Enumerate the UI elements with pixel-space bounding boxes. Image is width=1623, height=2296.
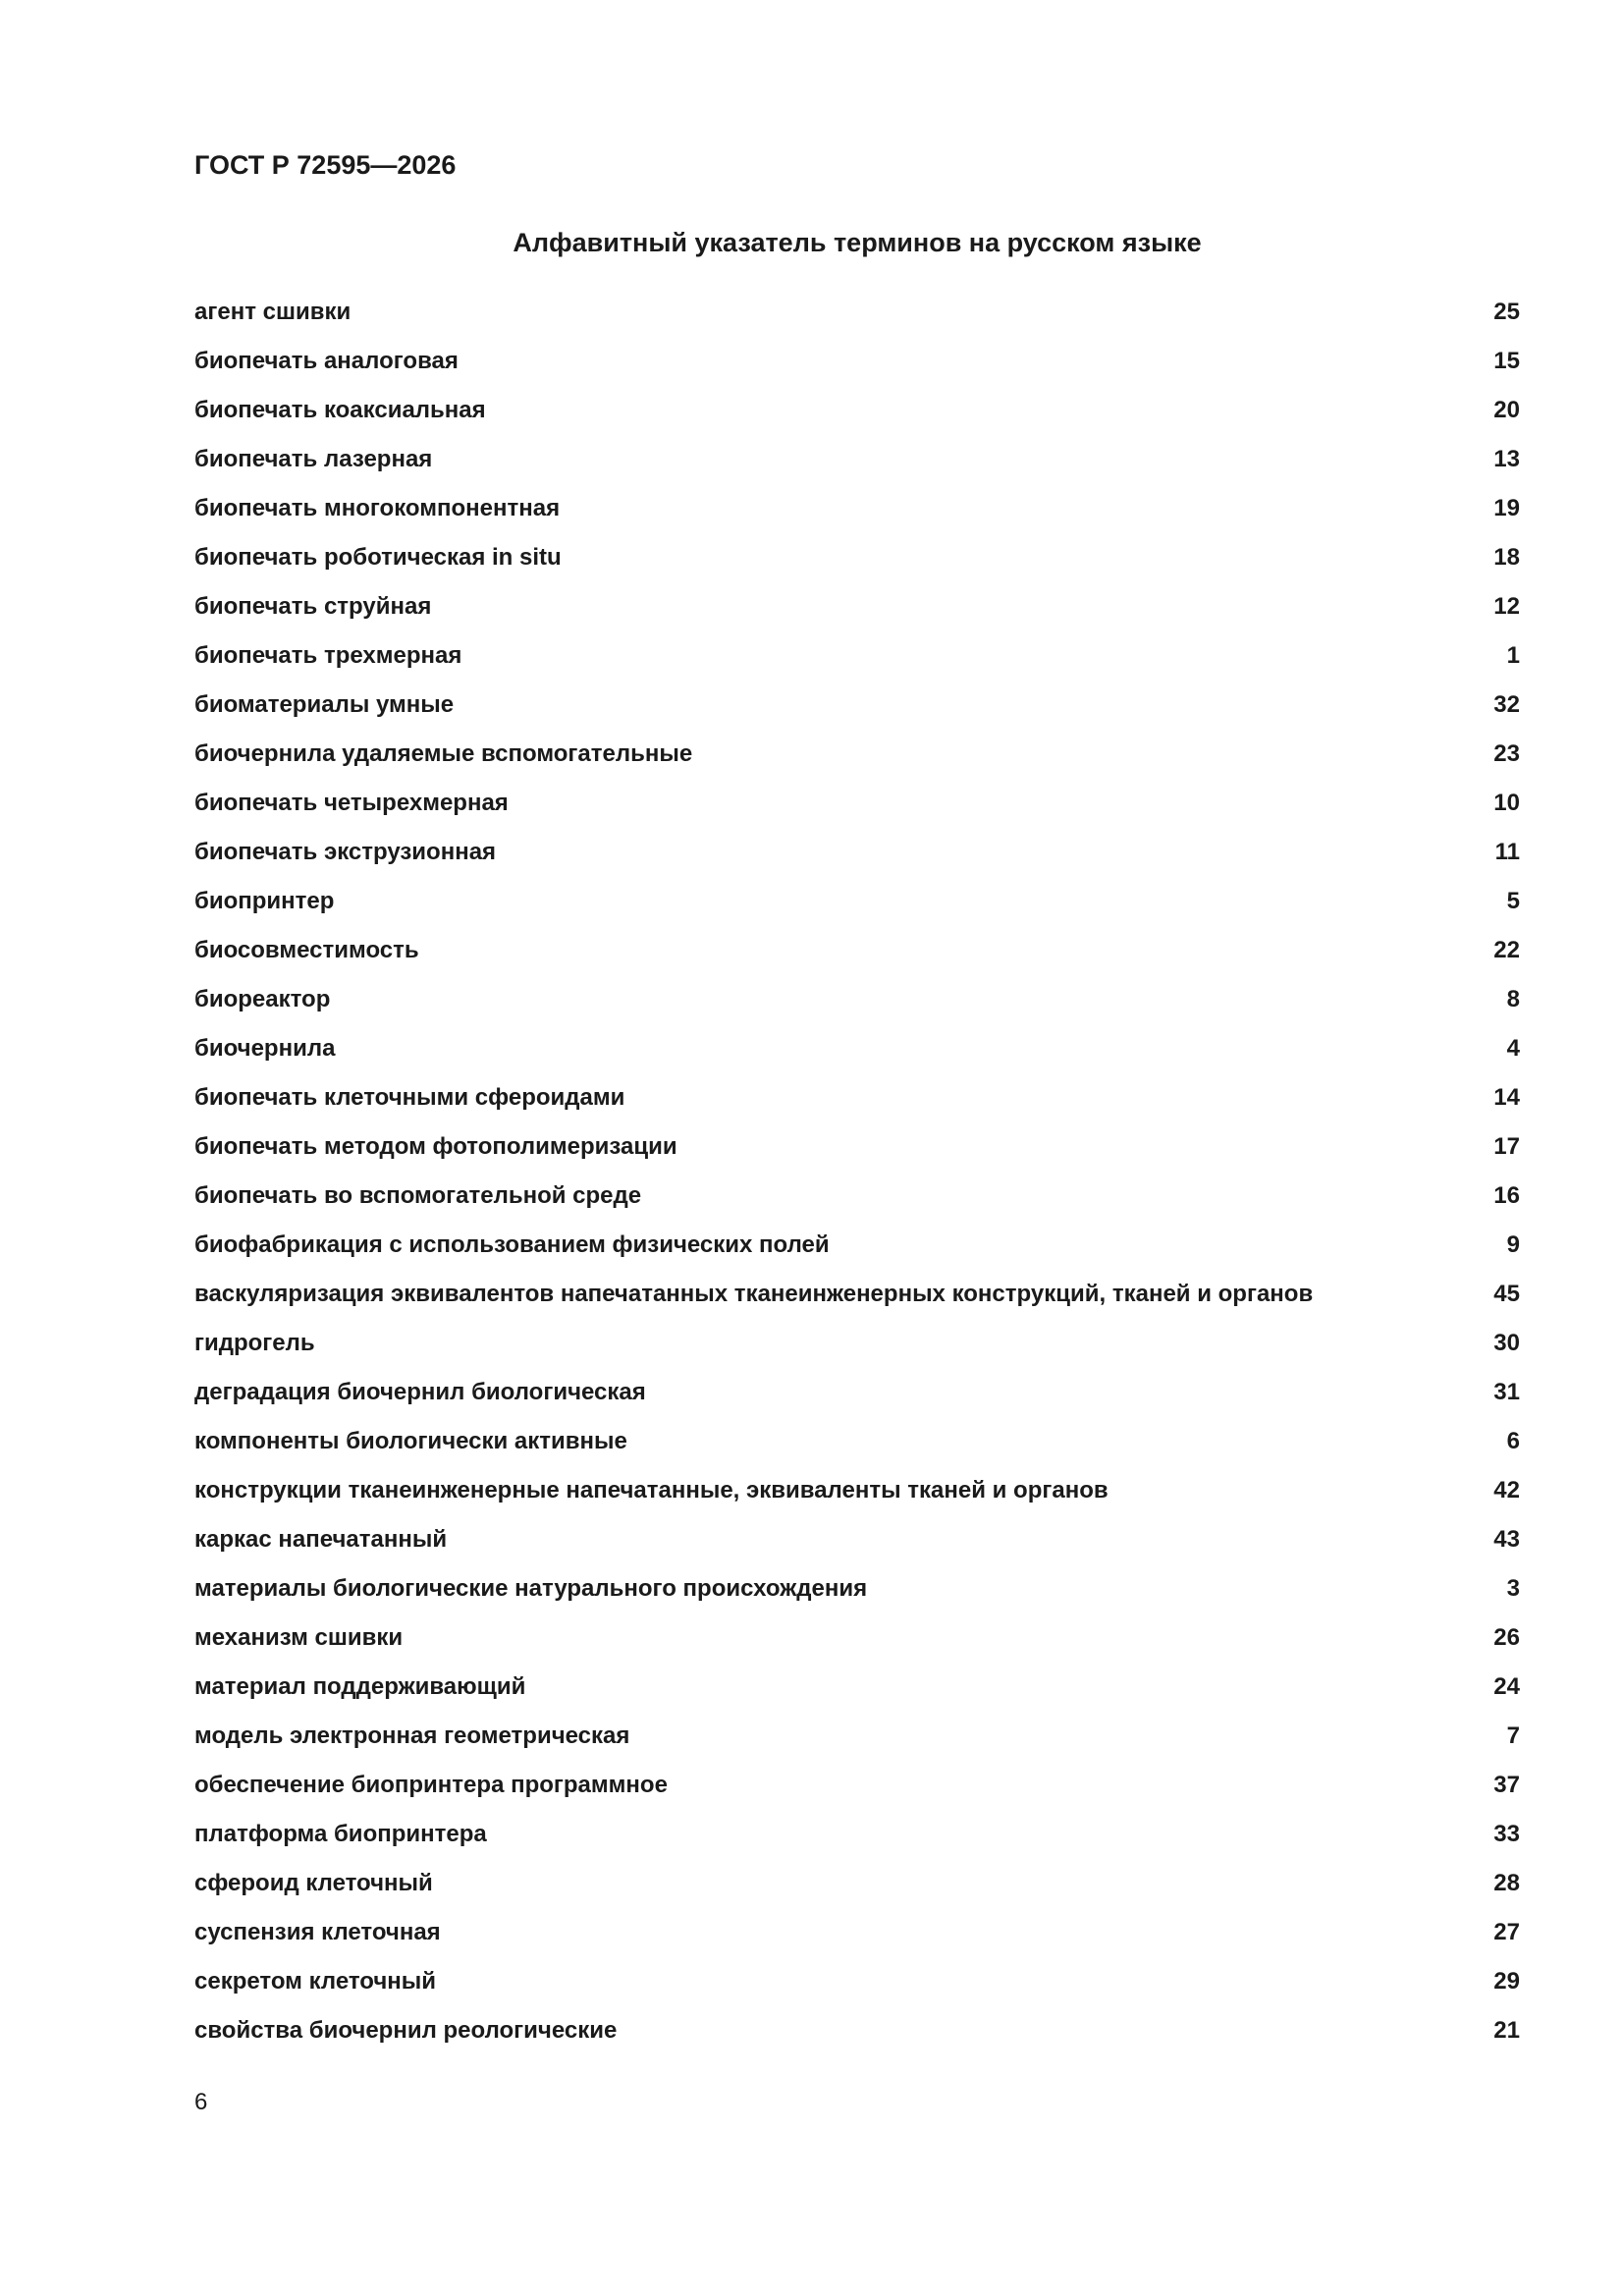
index-entry [194, 1719, 1520, 1768]
index-entry-term: биопечать коаксиальная [194, 397, 486, 423]
index-entry-number: 37 [1493, 1772, 1520, 1798]
index-entry-term: каркас напечатанный [194, 1526, 448, 1553]
index-entry-number: 18 [1493, 544, 1520, 571]
index-entry-number: 27 [1493, 1919, 1520, 1945]
index-entry-term: биопринтер [194, 888, 335, 914]
index-entry [194, 295, 1520, 344]
index-entry [194, 1768, 1520, 1817]
index-entry-term: биопечать трехмерная [194, 642, 462, 669]
index-entry-number: 7 [1506, 1722, 1520, 1749]
index-entry-number: 17 [1493, 1133, 1520, 1160]
index-entry-term: сфероид клеточный [194, 1870, 433, 1896]
document-code: ГОСТ Р 72595—2026 [194, 150, 457, 180]
index-entry-number: 31 [1493, 1379, 1520, 1405]
index-entry-number: 9 [1506, 1231, 1520, 1258]
index-entry [194, 786, 1520, 835]
index-entry-number: 25 [1493, 299, 1520, 325]
index-entry-term: биофабрикация с использованием физических полей [194, 1231, 830, 1258]
index-entry-term: гидрогель [194, 1330, 315, 1356]
index-entry [194, 1473, 1520, 1522]
index-entry-term: суспензия клеточная [194, 1919, 441, 1945]
index-entry-term: биопечать методом фотополимеризации [194, 1133, 677, 1160]
index-entry [194, 982, 1520, 1031]
index-entry-term: секретом клеточный [194, 1968, 437, 1995]
index-entry [194, 638, 1520, 687]
index-entry-term: биочернила [194, 1035, 336, 1062]
index-entry [194, 835, 1520, 884]
index-entry-number: 6 [1506, 1428, 1520, 1454]
index-entry-term: биопечать многокомпонентная [194, 495, 561, 521]
index-entry-number: 20 [1493, 397, 1520, 423]
index-title: Алфавитный указатель терминов на русском языке [513, 228, 1202, 257]
index-entry-number: 5 [1506, 888, 1520, 914]
index-entry [194, 1817, 1520, 1866]
index-entry-term: биопечать четырехмерная [194, 790, 509, 816]
index-entry [194, 1424, 1520, 1473]
index-entry-term: модель электронная геометрическая [194, 1722, 630, 1749]
index-entry-term: свойства биочернил реологические [194, 2017, 618, 2044]
index-entry [194, 1129, 1520, 1178]
index-entry [194, 1866, 1520, 1915]
index-entry [194, 1326, 1520, 1375]
index-entry [194, 344, 1520, 393]
index-entry [194, 1620, 1520, 1669]
index-entry-number: 8 [1506, 986, 1520, 1012]
term-index-list [194, 295, 1520, 2062]
index-entry [194, 1522, 1520, 1571]
index-entry-term: агент сшивки [194, 299, 352, 325]
index-entry-number: 45 [1493, 1281, 1520, 1307]
index-entry-term: материал поддерживающий [194, 1673, 526, 1700]
index-entry-number: 16 [1493, 1182, 1520, 1209]
page-number: 6 [194, 2089, 208, 2115]
index-entry-number: 42 [1493, 1477, 1520, 1503]
index-entry [194, 1277, 1520, 1326]
index-entry-term: компоненты биологически активные [194, 1428, 627, 1454]
index-entry-term: биоматериалы умные [194, 691, 455, 718]
index-entry-number: 14 [1493, 1084, 1520, 1111]
index-entry-term: деградация биочернил биологическая [194, 1379, 646, 1405]
index-entry-term: материалы биологические натурального происхождения [194, 1575, 868, 1602]
index-entry-term: биореактор [194, 986, 331, 1012]
index-entry-term: биочернила удаляемые вспомогательные [194, 740, 693, 767]
index-entry [194, 1178, 1520, 1228]
index-entry-number: 4 [1506, 1035, 1520, 1062]
index-entry [194, 884, 1520, 933]
index-entry-number: 15 [1493, 348, 1520, 374]
index-entry [194, 1669, 1520, 1719]
index-entry-number: 21 [1493, 2017, 1520, 2044]
index-entry-number: 28 [1493, 1870, 1520, 1896]
index-entry-term: биопечать экструзионная [194, 839, 497, 865]
index-entry-term: биопечать аналоговая [194, 348, 459, 374]
index-entry-number: 10 [1493, 790, 1520, 816]
index-entry-number: 29 [1493, 1968, 1520, 1995]
index-entry [194, 1031, 1520, 1080]
index-entry [194, 737, 1520, 786]
index-entry [194, 442, 1520, 491]
index-entry-number: 23 [1493, 740, 1520, 767]
index-entry-term: обеспечение биопринтера программное [194, 1772, 668, 1798]
index-entry-number: 22 [1493, 937, 1520, 963]
index-entry [194, 2013, 1520, 2062]
index-entry-term: биопечать лазерная [194, 446, 433, 472]
index-entry-term: конструкции тканеинженерные напечатанные, эквиваленты тканей и органов [194, 1477, 1109, 1503]
index-entry [194, 491, 1520, 540]
index-entry-number: 19 [1493, 495, 1520, 521]
index-entry-term: васкуляризация эквивалентов напечатанных тканеинженерных конструкций, тканей и органов [194, 1281, 1314, 1307]
index-entry-number: 3 [1506, 1575, 1520, 1602]
index-entry-term: биопечать струйная [194, 593, 432, 620]
index-entry-number: 13 [1493, 446, 1520, 472]
index-entry-number: 32 [1493, 691, 1520, 718]
index-entry [194, 1080, 1520, 1129]
index-entry [194, 933, 1520, 982]
index-entry-number: 12 [1493, 593, 1520, 620]
index-entry [194, 1964, 1520, 2013]
index-entry-number: 11 [1494, 839, 1520, 865]
index-entry-number: 1 [1506, 642, 1520, 669]
index-entry-term: биопечать клеточными сфероидами [194, 1084, 625, 1111]
index-entry-term: механизм сшивки [194, 1624, 404, 1651]
index-entry-term: биосовместимость [194, 937, 419, 963]
index-entry-number: 24 [1493, 1673, 1520, 1700]
index-entry-number: 43 [1493, 1526, 1520, 1553]
index-entry [194, 687, 1520, 737]
index-entry [194, 589, 1520, 638]
index-entry-term: биопечать во вспомогательной среде [194, 1182, 642, 1209]
index-entry [194, 1915, 1520, 1964]
index-entry [194, 1228, 1520, 1277]
index-entry-number: 26 [1493, 1624, 1520, 1651]
index-entry-number: 33 [1493, 1821, 1520, 1847]
index-entry [194, 540, 1520, 589]
index-entry [194, 1571, 1520, 1620]
index-entry [194, 1375, 1520, 1424]
index-entry [194, 393, 1520, 442]
index-entry-term: биопечать роботическая in situ [194, 544, 562, 571]
index-entry-term: платформа биопринтера [194, 1821, 487, 1847]
index-entry-number: 30 [1493, 1330, 1520, 1356]
